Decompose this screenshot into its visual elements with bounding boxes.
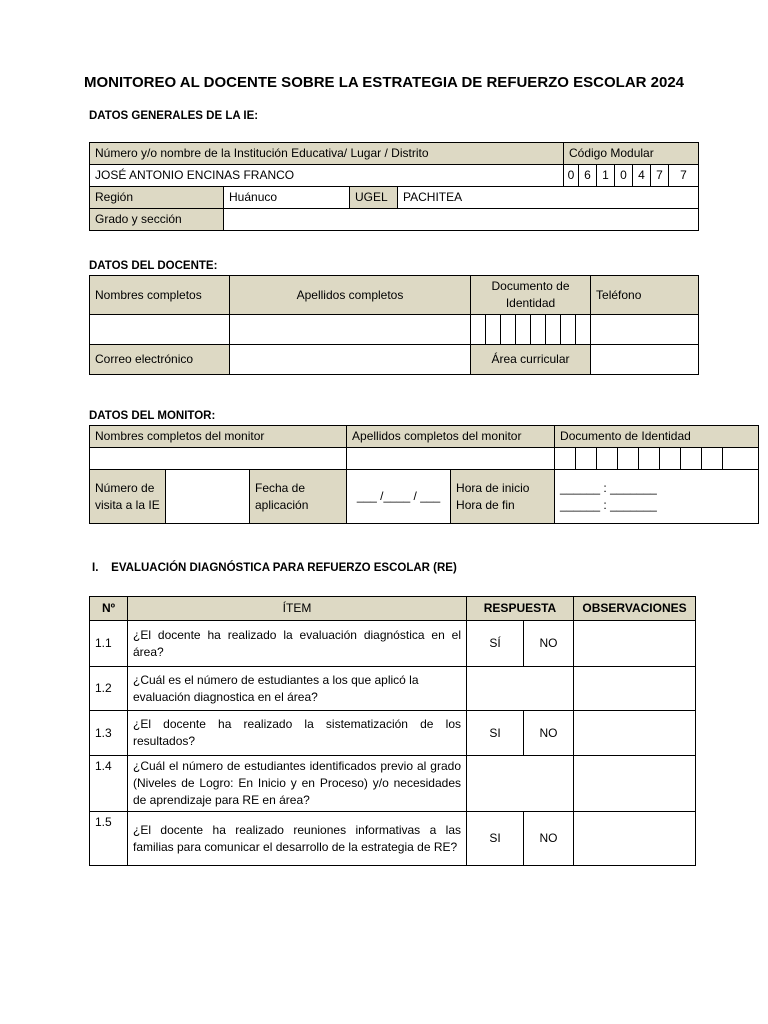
row-item: ¿Cuál es el número de estudiantes a los que aplicó la evaluación diagnostica en el área?: [128, 667, 467, 711]
teacher-doc-digit[interactable]: [546, 315, 561, 345]
monitor-doc-header: Documento de Identidad: [555, 426, 759, 448]
monitor-doc-digit[interactable]: [723, 448, 759, 470]
date-field[interactable]: ___ /____ / ___: [347, 470, 451, 524]
ie-name-value[interactable]: JOSÉ ANTONIO ENCINAS FRANCO: [90, 165, 564, 187]
region-value[interactable]: Huánuco: [224, 187, 350, 209]
item-header: ÍTEM: [128, 597, 467, 621]
row-num: 1.2: [90, 667, 128, 711]
code-digit[interactable]: 4: [633, 165, 651, 187]
ugel-label: UGEL: [350, 187, 398, 209]
monitor-section-label: DATOS DEL MONITOR:: [89, 410, 216, 422]
teacher-phone-field[interactable]: [591, 315, 699, 345]
code-digit[interactable]: 7: [651, 165, 669, 187]
code-digit[interactable]: 1: [597, 165, 615, 187]
evaluation-table: [89, 596, 696, 866]
ie-section-label: DATOS GENERALES DE LA IE:: [89, 110, 259, 122]
teacher-doc-digit[interactable]: [486, 315, 501, 345]
ie-code-header: Código Modular: [564, 143, 699, 165]
code-digit[interactable]: 7: [669, 165, 699, 187]
teacher-table: [89, 275, 699, 375]
row-item: ¿El docente ha realizado reuniones informativas a las familias para comunicar el desarrollo de la estrategia de RE?: [128, 812, 467, 866]
ie-table: [89, 142, 699, 231]
table-row: [90, 621, 696, 667]
obs-header: OBSERVACIONES: [574, 597, 696, 621]
answer-field[interactable]: [467, 756, 574, 812]
table-row: [90, 812, 696, 866]
teacher-names-header: Nombres completos: [90, 276, 230, 315]
time-fields[interactable]: [555, 470, 759, 524]
monitor-doc-digit[interactable]: [702, 448, 723, 470]
observations-field[interactable]: [574, 711, 696, 756]
answer-field[interactable]: [467, 667, 574, 711]
time-start-field[interactable]: ______ : _______: [560, 480, 657, 495]
observations-field[interactable]: [574, 812, 696, 866]
observations-field[interactable]: [574, 756, 696, 812]
row-num: 1.3: [90, 711, 128, 756]
teacher-doc-digit[interactable]: [531, 315, 546, 345]
visit-label: Número de visita a la IE: [90, 470, 166, 524]
monitor-doc-digit[interactable]: [618, 448, 639, 470]
teacher-phone-header: Teléfono: [591, 276, 699, 315]
code-digit[interactable]: 6: [579, 165, 597, 187]
teacher-doc-digit[interactable]: [501, 315, 516, 345]
monitor-surnames-header: Apellidos completos del monitor: [347, 426, 555, 448]
row-num: 1.1: [90, 621, 128, 667]
ugel-value[interactable]: PACHITEA: [398, 187, 699, 209]
table-row: [90, 756, 696, 812]
time-labels: [451, 470, 555, 524]
monitor-names-field[interactable]: [90, 448, 347, 470]
email-label: Correo electrónico: [90, 345, 230, 375]
code-digit[interactable]: 0: [615, 165, 633, 187]
page-title: MONITOREO AL DOCENTE SOBRE LA ESTRATEGIA DE REFUERZO ESCOLAR 2024: [83, 74, 685, 91]
ie-name-header: Número y/o nombre de la Institución Educativa/ Lugar / Distrito: [90, 143, 564, 165]
observations-field[interactable]: [574, 667, 696, 711]
monitor-surnames-field[interactable]: [347, 448, 555, 470]
area-field[interactable]: [591, 345, 699, 375]
email-field[interactable]: [230, 345, 471, 375]
row-num: 1.4: [90, 756, 128, 812]
time-end-field[interactable]: ______ : _______: [560, 497, 657, 512]
time-start-label: Hora de inicio: [456, 480, 530, 495]
no-option[interactable]: NO: [524, 711, 574, 756]
teacher-doc-digit[interactable]: [561, 315, 576, 345]
table-row: [90, 667, 696, 711]
teacher-doc-digit[interactable]: [471, 315, 486, 345]
teacher-section-label: DATOS DEL DOCENTE:: [89, 260, 218, 272]
teacher-doc-digit[interactable]: [576, 315, 591, 345]
row-item: ¿Cuál el número de estudiantes identificados previo al grado (Niveles de Logro: En Inicio y en Proceso) y/o necesidades de aprendizaje para RE en área?: [128, 756, 467, 812]
visit-field[interactable]: [166, 470, 250, 524]
row-item: ¿El docente ha realizado la evaluación diagnóstica en el área?: [128, 621, 467, 667]
date-label: Fecha de aplicación: [250, 470, 347, 524]
monitor-names-header: Nombres completos del monitor: [90, 426, 347, 448]
row-item: ¿El docente ha realizado la sistematización de los resultados?: [128, 711, 467, 756]
no-option[interactable]: NO: [524, 812, 574, 866]
monitor-doc-digit[interactable]: [681, 448, 702, 470]
region-label: Región: [90, 187, 224, 209]
monitor-table: [89, 425, 759, 524]
monitor-doc-digit[interactable]: [660, 448, 681, 470]
row-num: 1.5: [90, 812, 128, 866]
monitor-doc-digit[interactable]: [597, 448, 618, 470]
teacher-names-field[interactable]: [90, 315, 230, 345]
table-row: [90, 711, 696, 756]
answer-header: RESPUESTA: [467, 597, 574, 621]
grade-value[interactable]: [224, 209, 699, 231]
area-label: Área curricular: [471, 345, 591, 375]
evaluation-section-label: I. EVALUACIÓN DIAGNÓSTICA PARA REFUERZO ESCOLAR (RE): [92, 562, 457, 574]
yes-option[interactable]: SÍ: [467, 621, 524, 667]
monitor-doc-digit[interactable]: [555, 448, 576, 470]
code-digit[interactable]: 0: [564, 165, 579, 187]
monitor-doc-digit[interactable]: [576, 448, 597, 470]
num-header: Nº: [90, 597, 128, 621]
teacher-surnames-field[interactable]: [230, 315, 471, 345]
monitor-doc-digit[interactable]: [639, 448, 660, 470]
grade-label: Grado y sección: [90, 209, 224, 231]
yes-option[interactable]: SI: [467, 711, 524, 756]
yes-option[interactable]: SI: [467, 812, 524, 866]
teacher-doc-header: Documento de Identidad: [471, 276, 591, 315]
observations-field[interactable]: [574, 621, 696, 667]
time-end-label: Hora de fin: [456, 497, 515, 512]
no-option[interactable]: NO: [524, 621, 574, 667]
teacher-surnames-header: Apellidos completos: [230, 276, 471, 315]
teacher-doc-digit[interactable]: [516, 315, 531, 345]
